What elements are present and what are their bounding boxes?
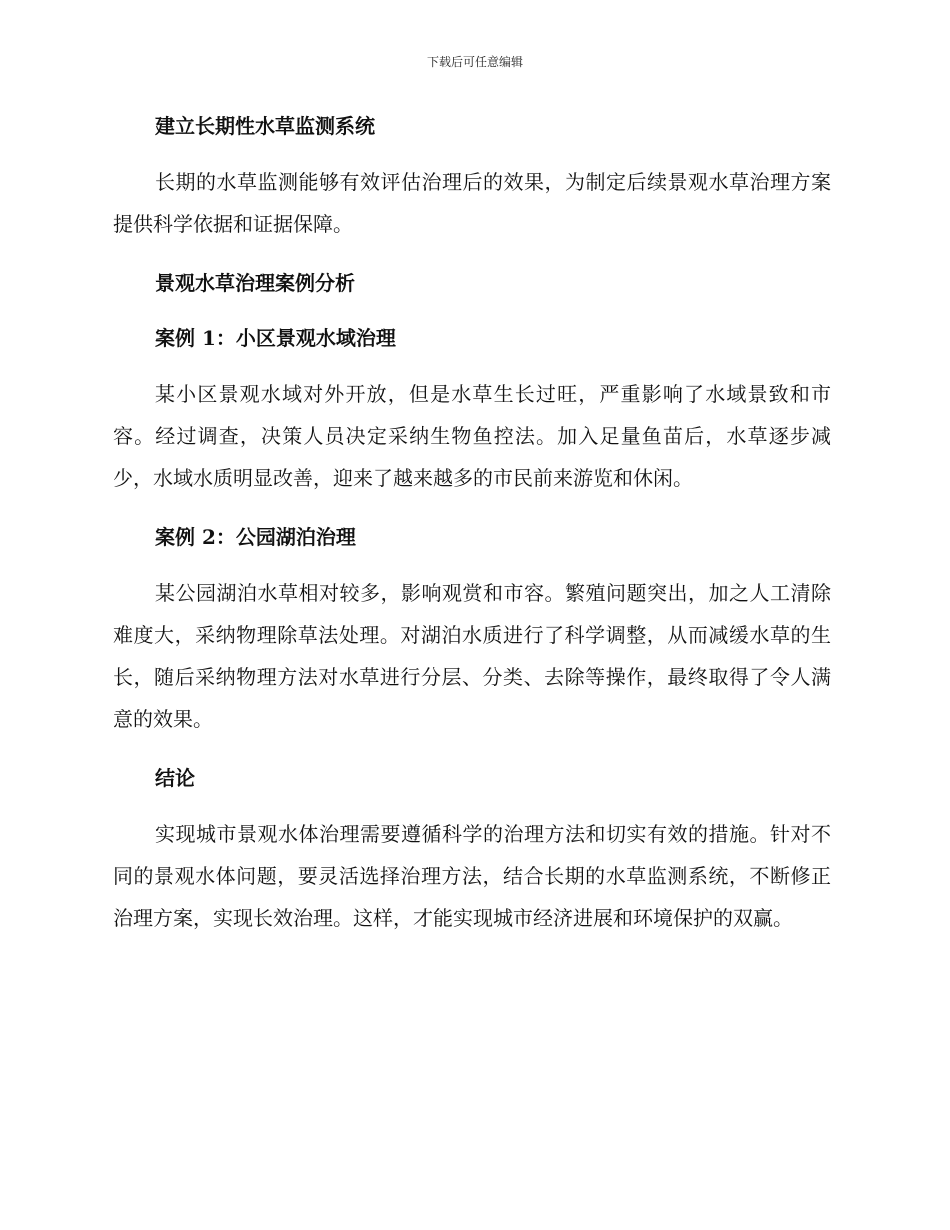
document-body	[113, 110, 831, 939]
section-heading-monitoring: 建立长期性水草监测系统	[155, 114, 375, 138]
page-header: 下载后可任意编辑	[426, 55, 523, 69]
paragraph-monitoring: 长期的水草监测能够有效评估治理后的效果，为制定后续景观水草治理方案提供科学依据和证据保障。	[113, 170, 831, 236]
paragraph-case-2: 某公园湖泊水草相对较多，影响观赏和市容。繁殖问题突出，加之人工清除难度大，采纳物理除草法处理。对湖泊水质进行了科学调整，从而减缓水草的生长，随后采纳物理方法对水草进行分层、分类、去除等操作，最终取得了令人满意的效果。	[113, 581, 831, 731]
section-heading-case-analysis: 景观水草治理案例分析	[155, 271, 355, 295]
section-heading-case-2: 案例 2：公园湖泊治理	[155, 525, 356, 549]
paragraph-conclusion: 实现城市景观水体治理需要遵循科学的治理方法和切实有效的措施。针对不同的景观水体问题，要灵活选择治理方法，结合长期的水草监测系统，不断修正治理方案，实现长效治理。这样，才能实现城市经济进展和环境保护的双赢。	[113, 822, 831, 930]
section-heading-case-1: 案例 1：小区景观水域治理	[155, 326, 396, 350]
paragraph-case-1: 某小区景观水域对外开放，但是水草生长过旺，严重影响了水域景致和市容。经过调查，决策人员决定采纳生物鱼控法。加入足量鱼苗后，水草逐步减少，水域水质明显改善，迎来了越来越多的市民前来游览和休闲。	[113, 382, 831, 490]
section-heading-conclusion: 结论	[155, 766, 195, 790]
